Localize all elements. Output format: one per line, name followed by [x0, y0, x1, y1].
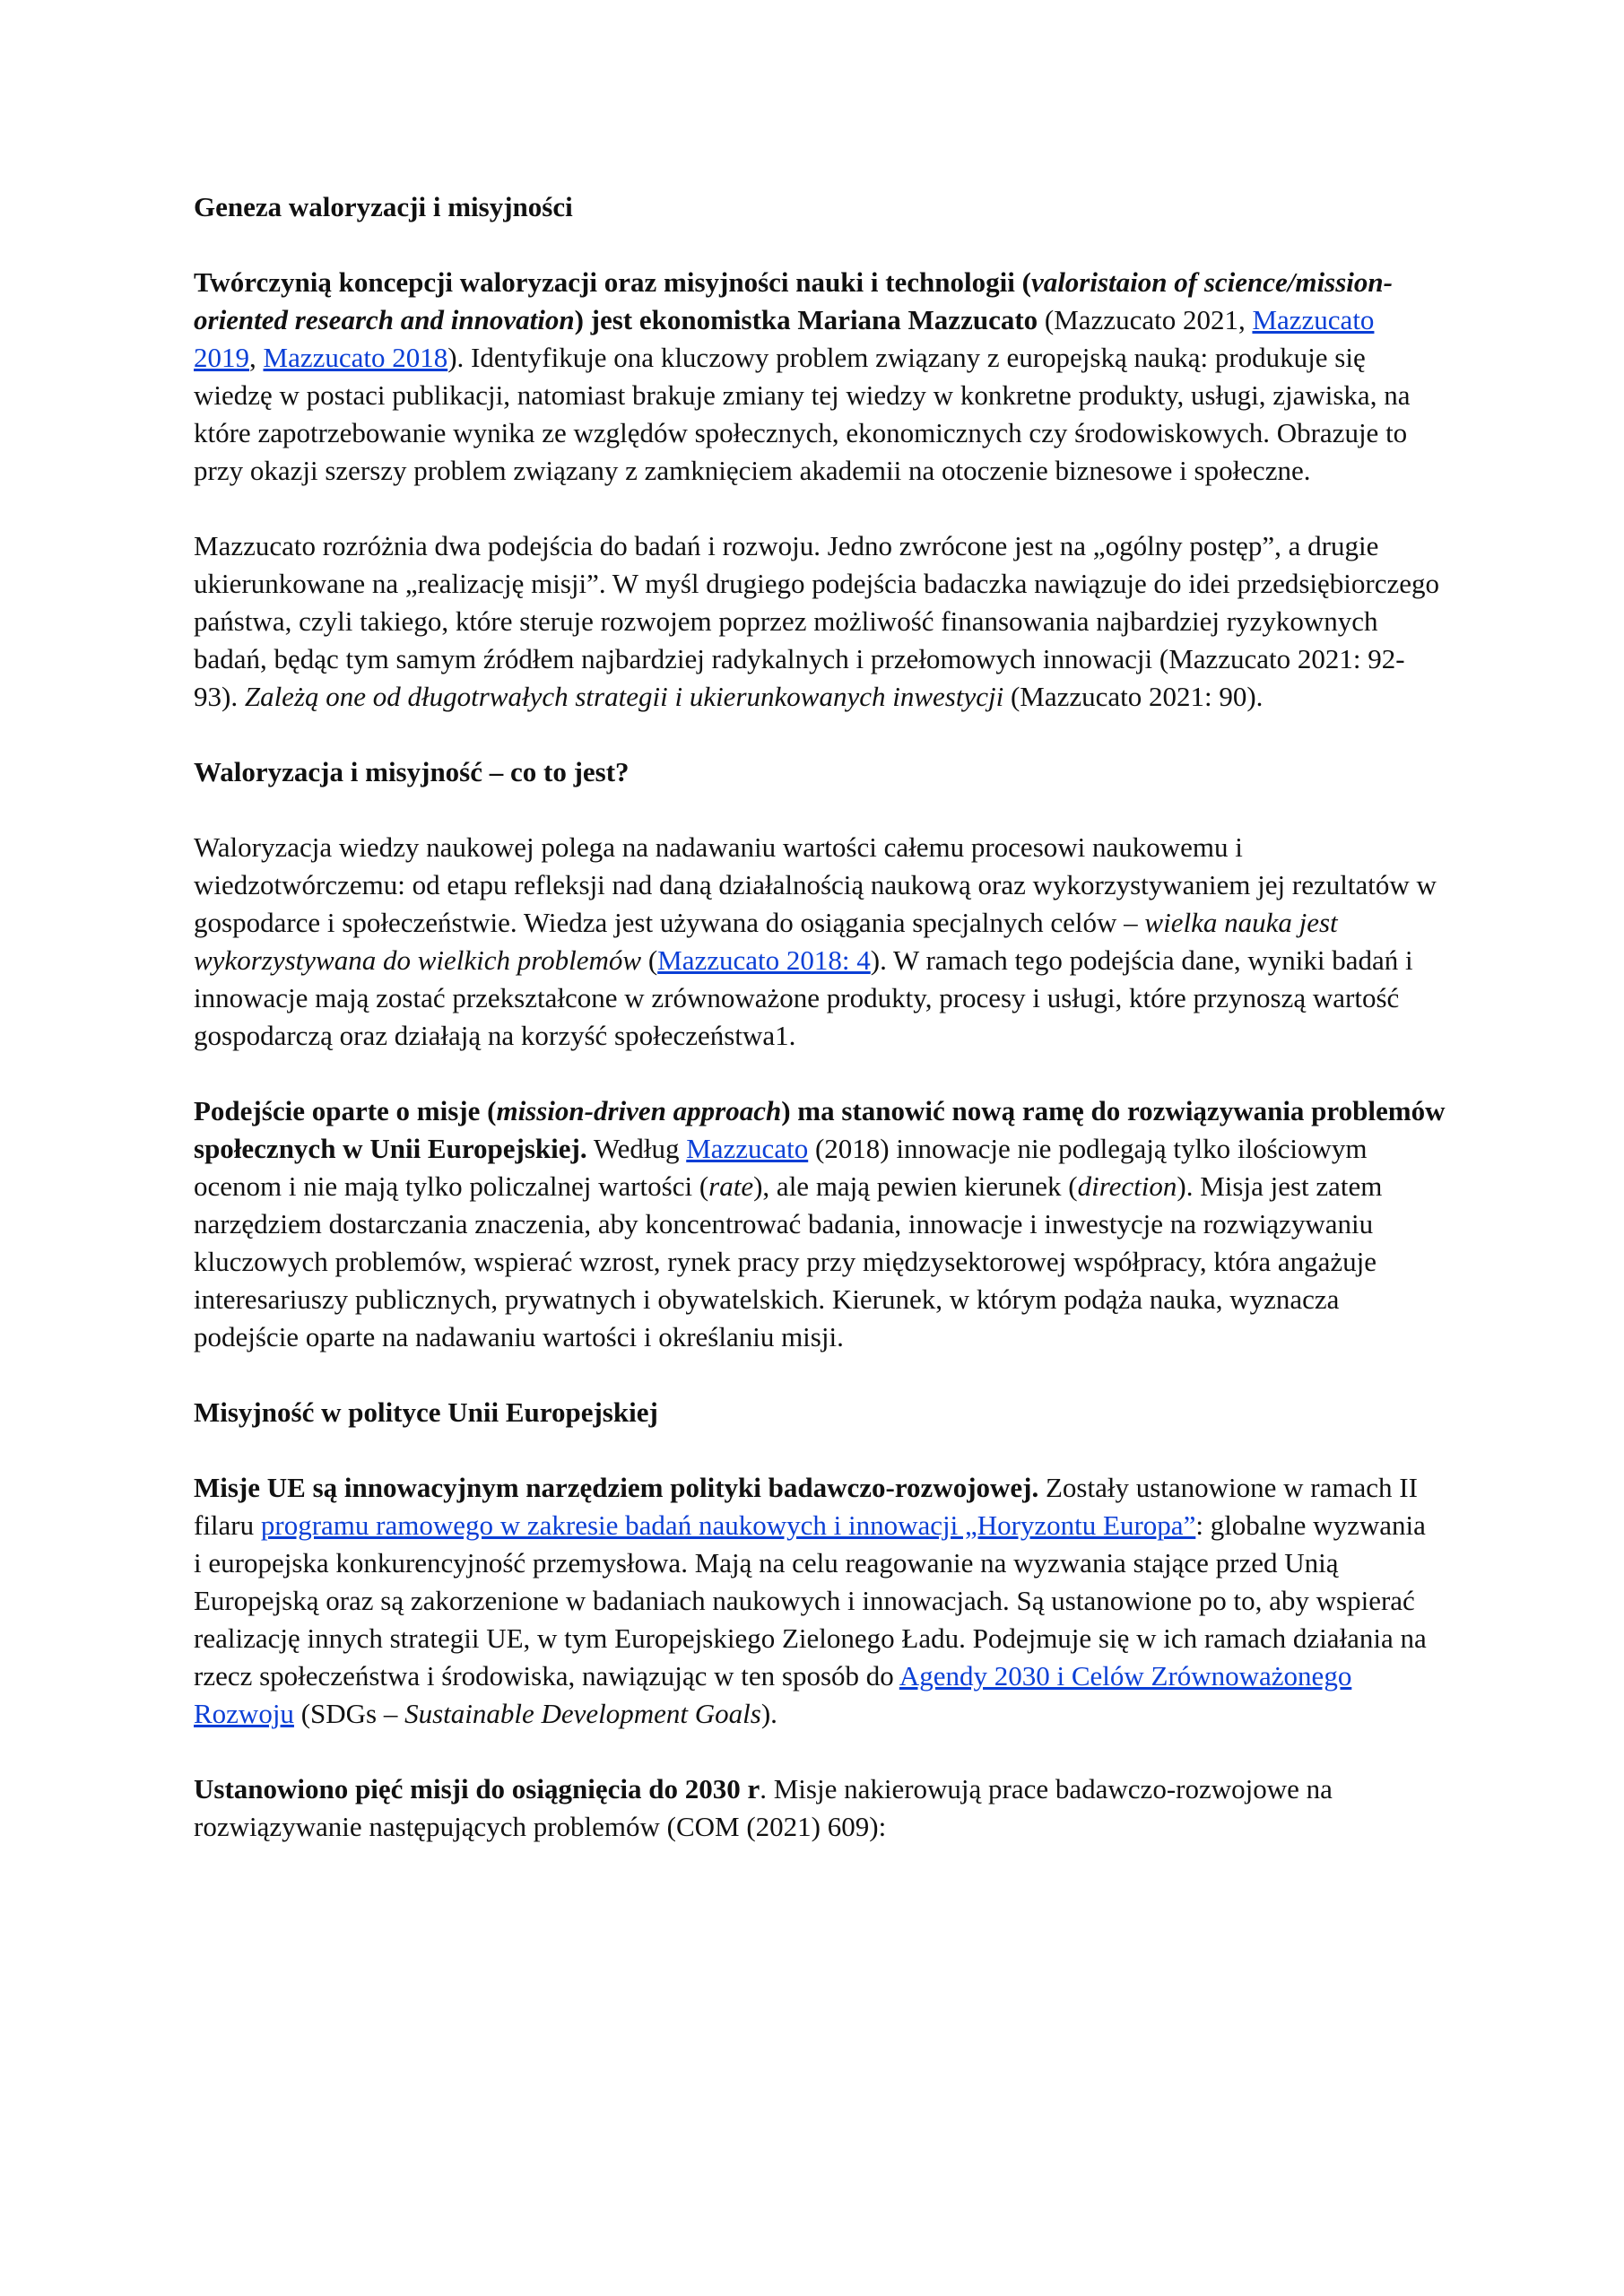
- text-run: (2018) innowacje nie podlegają tylko ilościowym ocenom i nie mają tylko policzalnej wartości (: [194, 1133, 1368, 1202]
- italic-text: wielka nauka jest wykorzystywana do wielkich problemów: [194, 907, 1338, 976]
- paragraph-valorization-definition: [194, 829, 1440, 1055]
- text-run: Mazzucato rozróżnia dwa podejścia do badań i rozwoju. Jedno zwrócone jest na „ogólny postęp”, a drugie ukierunkowane na „realizację misji”. W myśl drugiego podejścia badaczka nawiązuje do idei przedsiębiorczego państwa, czyli takiego, które steruje rozwojem poprzez możliwość finansowania najbardziej ryzykownych badań, będąc tym samym źródłem najbardziej radykalnych i przełomowych innowacji (Mazzucato 2021: 92-93).: [194, 530, 1439, 712]
- link-mazzucato-2019[interactable]: Mazzucato 2019: [194, 304, 1375, 373]
- text-run: Waloryzacja wiedzy naukowej polega na nadawaniu wartości całemu procesowi naukowemu i wiedzotwórczemu: od etapu refleksji nad daną działalnością naukową oraz wykorzystywaniem jej rezultatów w gospodarce i społeczeństwie. Wiedza jest używana do osiągania specjalnych celów –: [194, 831, 1437, 938]
- paragraph-five-missions: [194, 1770, 1440, 1846]
- italic-text: Sustainable Development Goals: [404, 1698, 761, 1729]
- link-agenda-2030[interactable]: Agendy 2030 i Celów Zrównoważonego Rozwoju: [194, 1660, 1352, 1729]
- paragraph-mission-driven-approach: [194, 1092, 1449, 1356]
- bold-text: Ustanowiono pięć misji do osiągnięcia do 2030 r: [194, 1773, 760, 1805]
- paragraph-two-approaches: [194, 527, 1440, 716]
- text-run: ). Identyfikuje ona kluczowy problem związany z europejską nauką: produkuje się wiedzę w postaci publikacji, natomiast brakuje zmiany tej wiedzy w konkretne produkty, usługi, zjawiska, na które zapotrzebowanie wynika ze względów społecznych, ekonomicznych czy środowiskowych. Obrazuje to przy okazji szerszy problem związany z zamknięciem akademii na otoczenie biznesowe i społeczne.: [194, 342, 1411, 486]
- bold-text: Twórczynią koncepcji waloryzacji oraz misyjności nauki i technologii (: [194, 266, 1031, 298]
- italic-text: Zależą one od długotrwałych strategii i ukierunkowanych inwestycji: [244, 681, 1004, 712]
- text-run: Zostały ustanowione w ramach II filaru: [194, 1472, 1418, 1541]
- link-mazzucato-2018[interactable]: Mazzucato 2018: [263, 342, 448, 373]
- text-run: . Misje nakierowują prace badawczo-rozwojowe na rozwiązywanie następujących problemów (COM (2021) 609):: [194, 1773, 1333, 1842]
- section-heading-what-is-it: Waloryzacja i misyjność – co to jest?: [194, 756, 630, 787]
- bold-text: Podejście oparte o misje (: [194, 1095, 497, 1126]
- text-run: (: [641, 944, 658, 976]
- bold-italic-text: mission-driven approach: [496, 1095, 782, 1126]
- link-horizon-europe[interactable]: programu ramowego w zakresie badań naukowych i innowacji „Horyzontu Europa”: [260, 1509, 1196, 1541]
- text-run: : globalne wyzwania i europejska konkurencyjność przemysłowa. Mają na celu reagowanie na wyzwania stające przed Unią Europejską oraz są zakorzenione w badaniach naukowych i innowacjach. Są ustanowione po to, aby wspierać realizację innych strategii UE, w tym Europejskiego Zielonego Ładu. Podejmuje się w ich ramach działania na rzecz społeczeństwa i środowiska, nawiązując w ten sposób do: [194, 1509, 1427, 1692]
- text-run: ,: [249, 342, 264, 373]
- link-mazzucato-2018-4[interactable]: Mazzucato 2018: 4: [657, 944, 871, 976]
- text-run: ), ale mają pewien kierunek (: [753, 1170, 1078, 1202]
- section-heading-genesis: Geneza waloryzacji i misyjności: [194, 191, 573, 222]
- italic-text: direction: [1077, 1170, 1177, 1202]
- bold-italic-text: valoristaion of science/mission-oriented research and innovation: [194, 266, 1393, 335]
- text-run: (Mazzucato 2021,: [1038, 304, 1253, 335]
- text-run: ). Misja jest zatem narzędziem dostarczania znaczenia, aby koncentrować badania, innowacje i inwestycje na rozwiązywaniu kluczowych problemów, wspierać wzrost, rynek pracy przy międzysektorowej współpracy, która angażuje interesariuszy publicznych, prywatnych i obywatelskich. Kierunek, w którym podąża nauka, wyznacza podejście oparte na nadawaniu wartości i określaniu misji.: [194, 1170, 1383, 1352]
- text-run: Według: [586, 1133, 687, 1164]
- text-run: (SDGs –: [293, 1698, 405, 1729]
- text-run: ).: [760, 1698, 777, 1729]
- document-page: [194, 188, 1449, 1846]
- paragraph-eu-missions: [194, 1469, 1440, 1733]
- link-mazzucato[interactable]: Mazzucato: [686, 1133, 809, 1164]
- section-heading-eu-policy: Misyjność w polityce Unii Europejskiej: [194, 1396, 658, 1428]
- text-run: (Mazzucato 2021: 90).: [1003, 681, 1264, 712]
- bold-text: ) jest ekonomistka Mariana Mazzucato: [574, 304, 1038, 335]
- paragraph-concept-author: [194, 264, 1440, 490]
- bold-text: ) ma stanowić nową ramę do rozwiązywania problemów społecznych w Unii Europejskiej.: [194, 1095, 1446, 1164]
- bold-text: Misje UE są innowacyjnym narzędziem polityki badawczo-rozwojowej.: [194, 1472, 1039, 1503]
- italic-text: rate: [708, 1170, 754, 1202]
- text-run: ). W ramach tego podejścia dane, wyniki badań i innowacje mają zostać przekształcone w zrównoważone produkty, procesy i usługi, które przynoszą wartość gospodarczą oraz działają na korzyść społeczeństwa1.: [194, 944, 1413, 1051]
